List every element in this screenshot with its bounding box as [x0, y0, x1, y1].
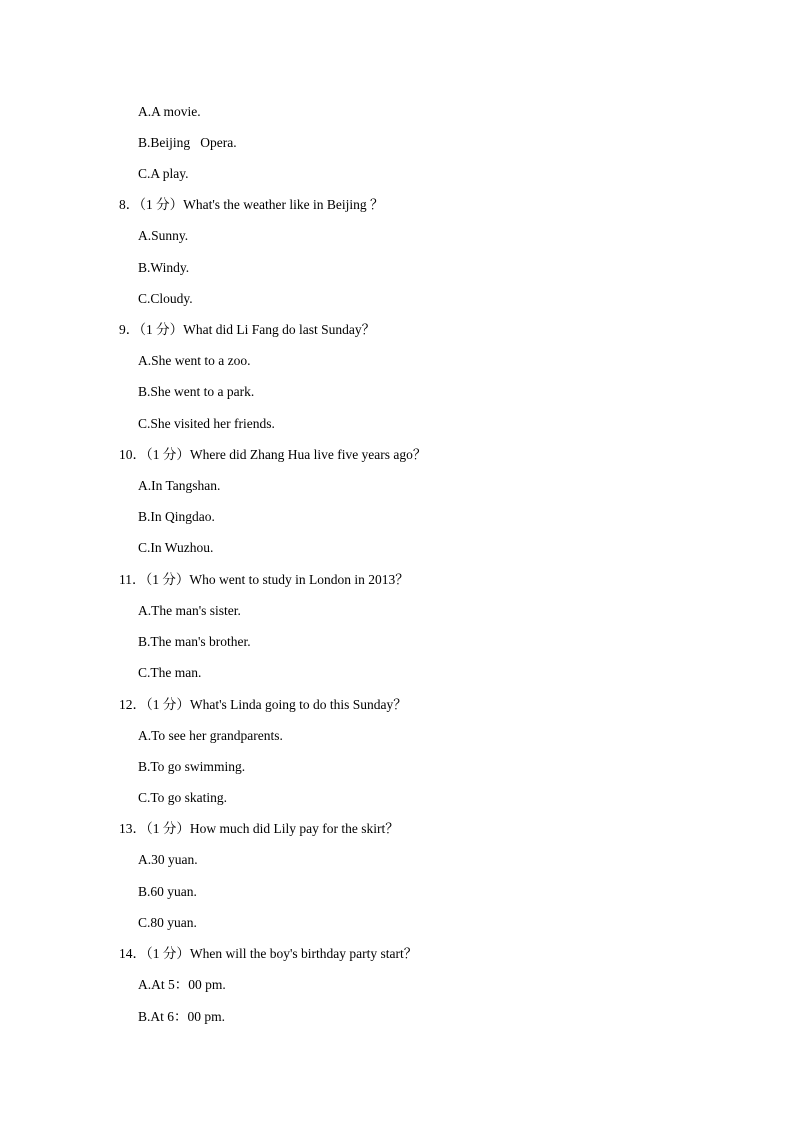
q13-option-b: B.60 yuan.: [138, 884, 197, 899]
q7-option-b: B.Beijing Opera.: [138, 135, 237, 150]
q11-option-b: B.The man's brother.: [138, 634, 251, 649]
q12-option-a: A.To see her grandparents.: [138, 728, 283, 743]
q8-option-c: C.Cloudy.: [138, 291, 193, 306]
q13-stem: 13．（1 分）How much did Lily pay for the skirt？: [119, 821, 399, 836]
q10-option-a: A.In Tangshan.: [138, 478, 221, 493]
q14-option-a: A.At 5：00 pm.: [138, 977, 226, 992]
q9-option-b: B.She went to a park.: [138, 384, 255, 399]
q10-option-b: B.In Qingdao.: [138, 509, 215, 524]
q12-stem: 12．（1 分）What's Linda going to do this Sunday？: [119, 697, 407, 712]
q9-option-a: A.She went to a zoo.: [138, 353, 251, 368]
q11-stem: 11．（1 分）Who went to study in London in 2013？: [119, 572, 409, 587]
q12-option-b: B.To go swimming.: [138, 759, 246, 774]
q11-option-a: A.The man's sister.: [138, 603, 241, 618]
q9-option-c: C.She visited her friends.: [138, 416, 275, 431]
q10-option-c: C.In Wuzhou.: [138, 540, 214, 555]
q14-option-b: B.At 6：00 pm.: [138, 1009, 226, 1024]
q7-option-a: A.A movie.: [138, 104, 201, 119]
q9-stem: 9．（1 分）What did Li Fang do last Sunday？: [119, 322, 376, 337]
q13-option-c: C.80 yuan.: [138, 915, 197, 930]
q14-stem: 14．（1 分）When will the boy's birthday party start？: [119, 946, 418, 961]
q8-option-b: B.Windy.: [138, 260, 190, 275]
q8-option-a: A.Sunny.: [138, 228, 189, 243]
q7-option-c: C.A play.: [138, 166, 189, 181]
q11-option-c: C.The man.: [138, 665, 202, 680]
q10-stem: 10．（1 分）Where did Zhang Hua live five years ago？: [119, 447, 427, 462]
q12-option-c: C.To go skating.: [138, 790, 228, 805]
q13-option-a: A.30 yuan.: [138, 852, 198, 867]
q8-stem: 8．（1 分）What's the weather like in Beijing ？: [119, 197, 384, 212]
